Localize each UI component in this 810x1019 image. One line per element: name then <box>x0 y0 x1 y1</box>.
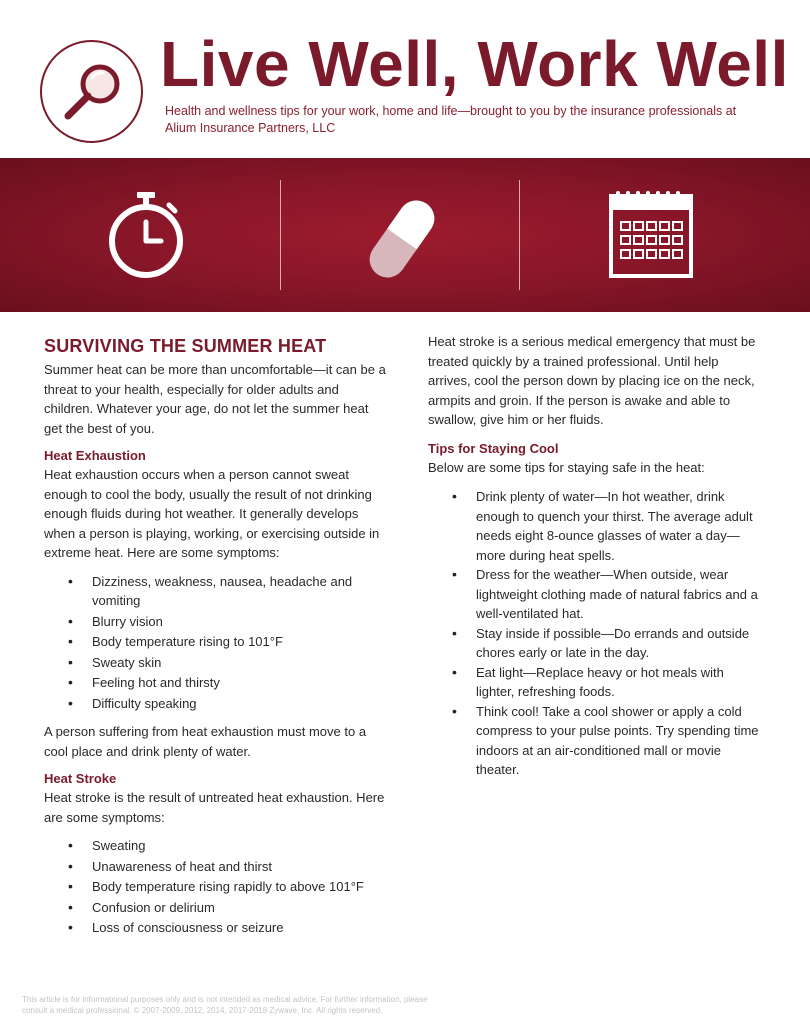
list-item: • Feeling hot and thirsty <box>44 673 389 693</box>
right-column <box>428 332 763 789</box>
list-item: • Loss of consciousness or seizure <box>44 918 389 938</box>
heat-stroke-paragraph: Heat stroke is the result of untreated heat exhaustion. Here are some symptoms: <box>44 790 385 825</box>
tips-intro: Below are some tips for staying safe in the heat: <box>428 459 705 475</box>
list-item: • Unawareness of heat and thirst <box>44 857 389 877</box>
heat-exhaustion-followup: A person suffering from heat exhaustion must move to a cool place and drink plenty of water. <box>44 724 367 759</box>
list-item: • Drink plenty of water—In hot weather, drink enough to quench your thirst. The average adult needs eight 8-ounce glasses of water a day—more during heat spells. <box>428 487 763 565</box>
page-subtitle: Health and wellness tips for your work, home and life—brought to you by the insurance professionals at Alium Insurance Partners, LLC <box>165 104 737 135</box>
article-title: SURVIVING THE SUMMER HEAT <box>44 336 327 356</box>
banner-divider <box>519 180 520 290</box>
heat-stroke-heading: Heat Stroke <box>44 771 117 786</box>
intro-paragraph: Summer heat can be more than uncomfortable—it can be a threat to your health, especially for older adults and children. Whatever your age, do not let the summer heat get the best of you. <box>44 362 386 436</box>
heat-exhaustion-symptom-list <box>44 572 389 714</box>
tips-list <box>428 487 763 780</box>
heat-exhaustion-paragraph: Heat exhaustion occurs when a person cannot sweat enough to cool the body, usually the result of not drinking enough fluids during hot weather. It generally develops when a person is playing, working, or exercising outside in extreme heat. Here are some symptoms: <box>44 467 380 560</box>
stopwatch-icon <box>103 190 189 280</box>
list-item: • Think cool! Take a cool shower or apply a cold compress to your pulse points. Try spending time indoors at an air-conditioned mall or movie theater. <box>428 702 763 780</box>
icon-banner <box>0 158 810 312</box>
page-title: Live Well, Work Well <box>160 28 789 100</box>
calendar-icon <box>606 188 696 280</box>
heat-stroke-symptom-list <box>44 836 389 938</box>
list-item: • Body temperature rising to 101°F <box>44 632 389 652</box>
list-item: • Confusion or delirium <box>44 898 389 918</box>
list-item: • Eat light—Replace heavy or hot meals with lighter, refreshing foods. <box>428 663 763 702</box>
list-item: • Body temperature rising rapidly to above 101°F <box>44 877 389 897</box>
banner-divider <box>280 180 281 290</box>
pill-capsule-icon <box>362 194 442 284</box>
footer-disclaimer: This article is for informational purposes only and is not intended as medical advice. For further information, please consult a medical professional. © 2007-2009, 2012, 2014, 2017-2018 Zywave, Inc. All rights reserved. <box>22 995 428 1015</box>
list-item: • Dress for the weather—When outside, wear lightweight clothing made of natural fabrics and a well-ventilated hat. <box>428 565 763 624</box>
list-item: • Sweaty skin <box>44 653 389 673</box>
magnifying-glass-icon <box>40 40 143 143</box>
list-item: • Blurry vision <box>44 612 389 632</box>
list-item: • Dizziness, weakness, nausea, headache and vomiting <box>44 572 389 611</box>
header <box>0 0 810 158</box>
tips-heading: Tips for Staying Cool <box>428 440 559 456</box>
list-item: • Difficulty speaking <box>44 694 389 714</box>
list-item: • Stay inside if possible—Do errands and outside chores early or late in the day. <box>428 624 763 663</box>
heat-exhaustion-heading: Heat Exhaustion <box>44 448 146 463</box>
heat-stroke-continued: Heat stroke is a serious medical emergency that must be treated quickly by a trained professional. Until help arrives, cool the person down by placing ice on the neck, armpits and groin. If the person is awake and able to swallow, give him or her fluids. <box>428 334 756 427</box>
left-column <box>44 334 389 947</box>
list-item: • Sweating <box>44 836 389 856</box>
